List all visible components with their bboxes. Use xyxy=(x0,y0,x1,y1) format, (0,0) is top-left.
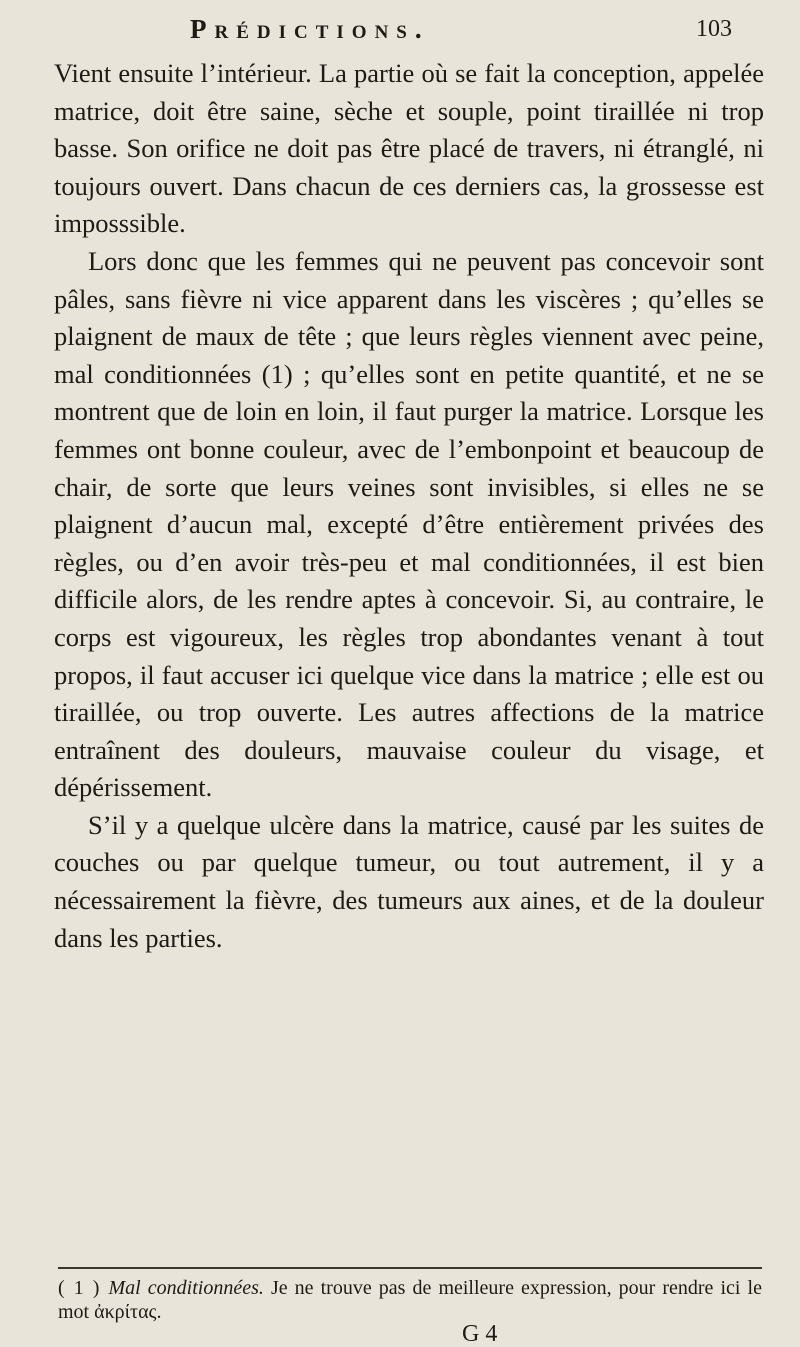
page-number: 103 xyxy=(696,16,732,42)
footnote-rule xyxy=(58,1267,762,1269)
footnote-italic-phrase: Mal conditionnées. xyxy=(108,1277,264,1299)
paragraph-2: Lors donc que les femmes qui ne peuvent pas concevoir sont pâles, sans fièvre ni vice apparent dans les viscères ; qu’elles se plaignent de maux de tête ; que leurs règles viennent avec peine, mal conditionnées (1) ; qu’elles sont en petite quantité, et ne se montrent que de loin en loin, il faut purger la matrice. Lorsque les femmes ont bonne couleur, avec de l’embonpoint et beaucoup de chair, de sorte que leurs veines sont invisibles, si elles ne se plaignent d’aucun mal, excepté d’être entièrement privées des règles, ou d’en avoir très-peu et mal conditionnées, il est bien difficile alors, de les rendre aptes à concevoir. Si, au contraire, le corps est vigoureux, les règles trop abondantes venant à tout propos, il faut accuser ici quelque vice dans la matrice ; elle est ou tiraillée, ou trop ouverte. Les autres affections de la matrice entraînent des douleurs, mauvaise couleur du visage, et dépérissement. xyxy=(54,245,764,803)
footnote-text: Je ne trouve pas de meilleure expression, pour rendre ici le mot ἀκρίτας. xyxy=(58,1277,762,1323)
body-text xyxy=(54,55,764,957)
paragraph-1: Vient ensuite l’intérieur. La partie où se fait la conception, appelée matrice, doit être saine, sèche et souple, point tiraillée ni trop basse. Son orifice ne doit pas être placé de travers, ni étranglé, ni toujours ouvert. Dans chacun de ces derniers cas, la grossesse est imposssible. xyxy=(54,58,764,239)
footnote-mark: ( 1 ) xyxy=(58,1277,109,1299)
running-title: Prédictions. xyxy=(190,14,430,44)
paragraph-3: S’il y a quelque ulcère dans la matrice, causé par les suites de couches ou par quelque tumeur, ou tout autrement, il y a nécessairement la fièvre, des tumeurs aux aines, et de la douleur dans les parties. xyxy=(54,809,764,953)
page-header xyxy=(150,14,760,50)
signature-mark: G 4 xyxy=(462,1321,498,1347)
footnote xyxy=(58,1276,762,1324)
